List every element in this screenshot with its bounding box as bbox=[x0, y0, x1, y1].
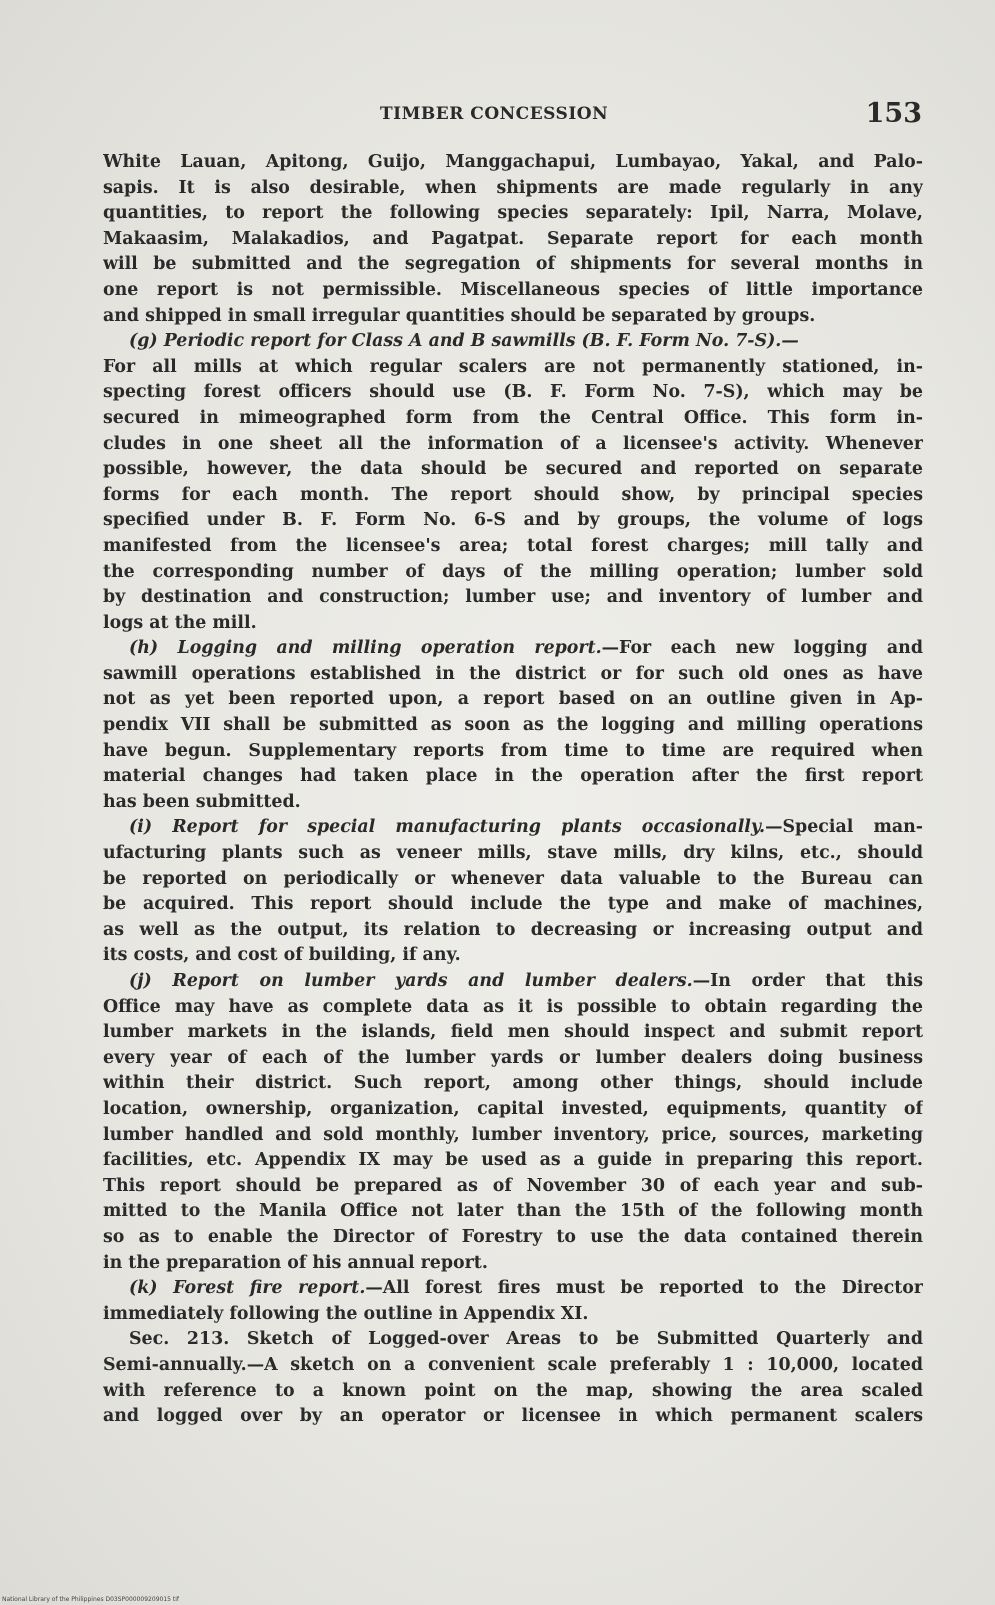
text-line: mitted to the Manila Office not later than the 15th of the following month bbox=[103, 1201, 923, 1222]
text-line: every year of each of the lumber yards or lumber dealers doing business bbox=[103, 1047, 923, 1068]
text-line: not as yet been reported upon, a report based on an outline given in Ap- bbox=[103, 689, 923, 710]
text-line: as well as the output, its relation to decreasing or increasing output and bbox=[103, 919, 923, 940]
text-line: quantities, to report the following species separately: Ipil, Narra, Molave, bbox=[103, 203, 923, 224]
text-line: sapis. It is also desirable, when shipments are made regularly in any bbox=[103, 177, 923, 198]
paragraph-j-heading bbox=[103, 969, 923, 995]
text-line: facilities, etc. Appendix IX may be used as a guide in preparing this report. bbox=[103, 1150, 923, 1171]
page-header bbox=[100, 98, 922, 138]
para-label: (j) bbox=[129, 971, 152, 991]
text-line: forms for each month. The report should show, by principal species bbox=[103, 484, 923, 505]
text-line: have begun. Supplementary reports from time to time are required when bbox=[103, 740, 923, 761]
para-label: (k) bbox=[129, 1278, 158, 1299]
para-label: (i) bbox=[129, 817, 153, 838]
text-line: logs at the mill. bbox=[103, 612, 257, 633]
text-line: and logged over by an operator or licensee in which permanent scalers bbox=[103, 1406, 923, 1427]
text-line: will be submitted and the segregation of shipments for several months in bbox=[103, 254, 923, 275]
paragraph-i-heading bbox=[103, 815, 923, 841]
text-line: sawmill operations established in the district or for such old ones as have bbox=[103, 663, 923, 684]
text-line: manifested from the licensee's area; total forest charges; mill tally and bbox=[103, 535, 923, 556]
para-first-rest: —In order that this bbox=[692, 971, 923, 991]
para-title: Periodic report for Class A and B sawmills (B. F. Form No. 7-S).— bbox=[163, 331, 799, 352]
text-line: has been submitted. bbox=[103, 791, 301, 812]
running-head: TIMBER CONCESSION bbox=[380, 104, 609, 124]
paragraph-h-heading bbox=[103, 636, 923, 662]
text-line: and shipped in small irregular quantities should be separated by groups. bbox=[103, 305, 816, 326]
text-line: pendix VII shall be submitted as soon as the logging and milling operations bbox=[103, 715, 923, 736]
text-line: immediately following the outline in Appendix XI. bbox=[103, 1303, 589, 1324]
text-line: specified under B. F. Form No. 6-S and by groups, the volume of logs bbox=[103, 510, 923, 531]
paragraph-g-heading bbox=[103, 329, 923, 355]
section-213-heading: Sec. 213. Sketch of Logged-over Areas to be Submitted Quarterly and bbox=[129, 1329, 923, 1350]
para-title: Logging and milling operation report. bbox=[177, 638, 602, 659]
para-first-rest: —All forest fires must be reported to the Director bbox=[365, 1278, 923, 1299]
text-line: Office may have as complete data as it is possible to obtain regarding the bbox=[103, 996, 923, 1017]
text-line: be acquired. This report should include the type and make of machines, bbox=[103, 894, 923, 915]
text-line: lumber markets in the islands, field men should inspect and submit report bbox=[103, 1022, 923, 1043]
text-line: Makaasim, Malakadios, and Pagatpat. Separate report for each month bbox=[103, 228, 923, 249]
para-label: (g) bbox=[129, 331, 158, 352]
text-line: location, ownership, organization, capital invested, equipments, quantity of bbox=[103, 1098, 923, 1119]
page-number: 153 bbox=[865, 98, 922, 129]
para-title: Report for special manufacturing plants occasionally. bbox=[172, 817, 766, 838]
text-line: with reference to a known point on the map, showing the area scaled bbox=[103, 1380, 923, 1401]
text-line: possible, however, the data should be secured and reported on separate bbox=[103, 459, 923, 480]
text-line: by destination and construction; lumber use; and inventory of lumber and bbox=[103, 587, 923, 608]
body-text bbox=[103, 150, 923, 1430]
text-line: cludes in one sheet all the information of a licensee's activity. Whenever bbox=[103, 433, 923, 454]
text-line: For all mills at which regular scalers are not permanently stationed, in- bbox=[103, 356, 923, 377]
text-line: specting forest officers should use (B. F. Form No. 7-S), which may be bbox=[103, 382, 923, 403]
text-line: be reported on periodically or whenever data valuable to the Bureau can bbox=[103, 868, 923, 889]
text-line: one report is not permissible. Miscellaneous species of little importance bbox=[103, 279, 923, 300]
text-line: so as to enable the Director of Forestry to use the data contained therein bbox=[103, 1226, 923, 1247]
text-line: secured in mimeographed form from the Central Office. This form in- bbox=[103, 407, 923, 428]
text-line: lumber handled and sold monthly, lumber inventory, price, sources, marketing bbox=[103, 1124, 923, 1145]
text-line: Semi-annually.—A sketch on a convenient scale preferably 1 : 10,000, located bbox=[103, 1354, 923, 1375]
text-line: the corresponding number of days of the milling operation; lumber sold bbox=[103, 561, 923, 582]
text-line: its costs, and cost of building, if any. bbox=[103, 945, 461, 966]
para-first-rest: —For each new logging and bbox=[601, 638, 923, 659]
text-line: material changes had taken place in the operation after the first report bbox=[103, 766, 923, 787]
para-title: Report on lumber yards and lumber dealers. bbox=[172, 971, 693, 991]
text-line: within their district. Such report, among other things, should include bbox=[103, 1073, 923, 1094]
para-title: Forest fire report. bbox=[173, 1278, 366, 1299]
text-line: ufacturing plants such as veneer mills, stave mills, dry kilns, etc., should bbox=[103, 843, 923, 864]
text-line: in the preparation of his annual report. bbox=[103, 1252, 488, 1273]
paragraph-k-heading bbox=[103, 1276, 923, 1302]
text-line: This report should be prepared as of November 30 of each year and sub- bbox=[103, 1175, 923, 1196]
para-first-rest: —Special man- bbox=[765, 817, 923, 838]
para-label: (h) bbox=[129, 638, 159, 659]
text-line: White Lauan, Apitong, Guijo, Manggachapui, Lumbayao, Yakal, and Palo- bbox=[103, 152, 923, 172]
archive-stamp: National Library of the Philippines D03SP000009209015 tif bbox=[2, 1596, 180, 1603]
